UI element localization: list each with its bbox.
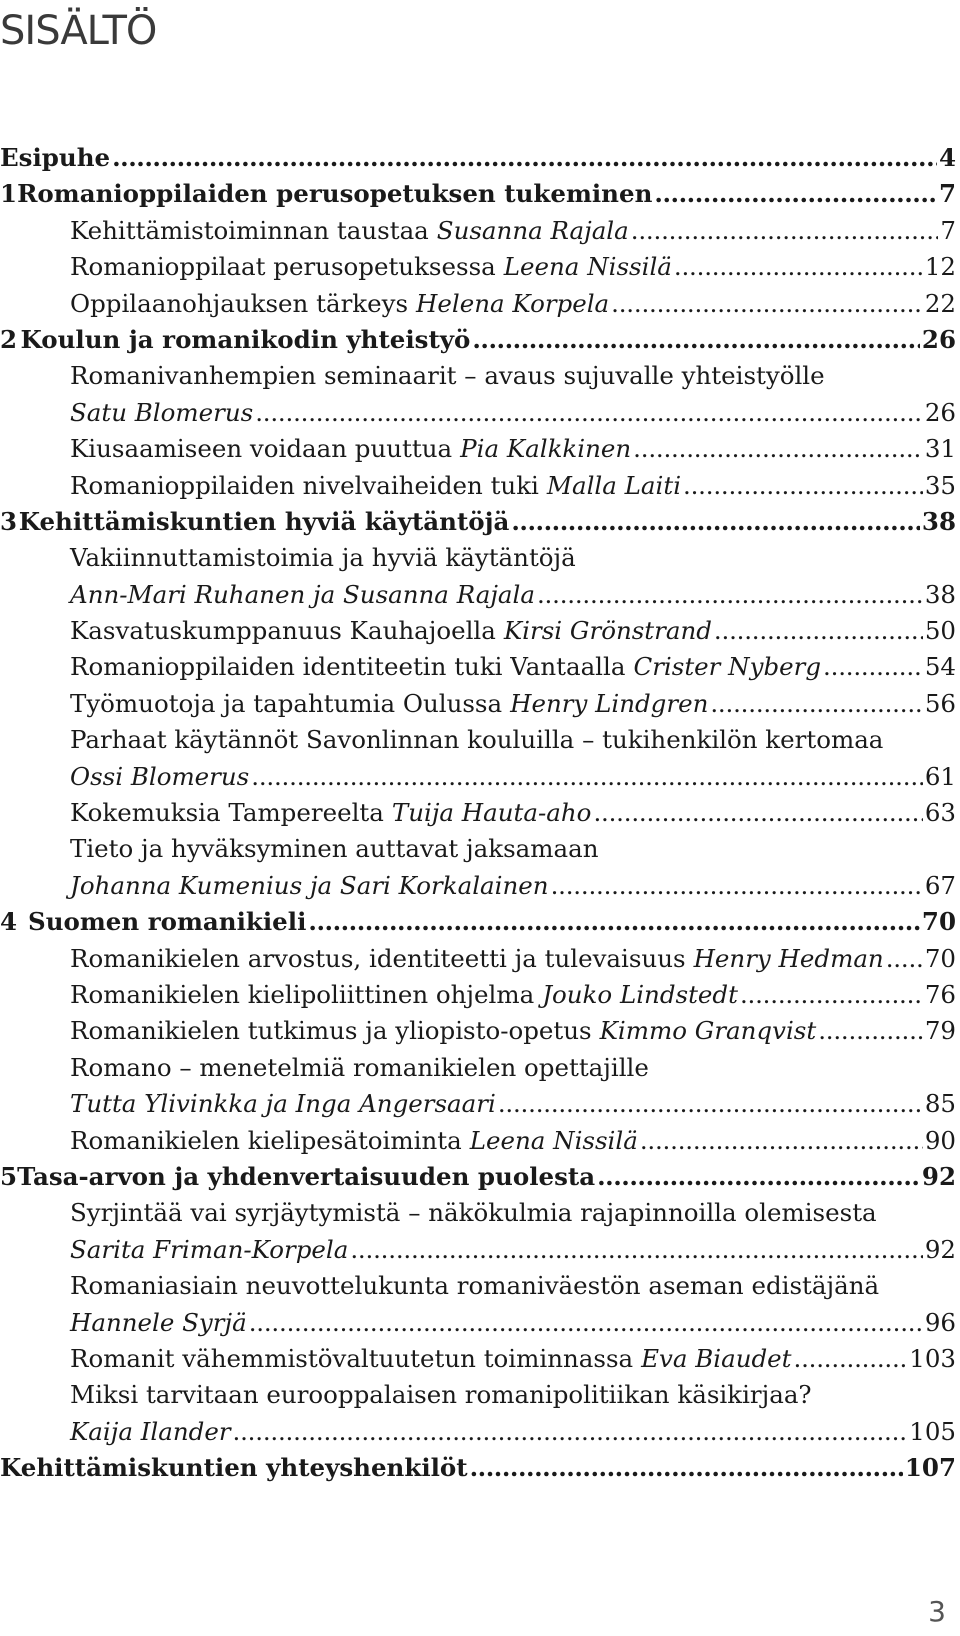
dot-leader: [683, 468, 923, 504]
entry-title: Oppilaanohjauksen tärkeys: [70, 288, 409, 318]
table-of-contents: [0, 140, 960, 1486]
entry-author: Leena Nissilä: [469, 1125, 638, 1155]
chapter-number: 4: [0, 907, 18, 937]
entry-page-number: 7: [940, 215, 956, 245]
dot-leader: [511, 504, 920, 540]
toc-chapter-row: [0, 176, 960, 212]
entry-page-number: 35: [924, 470, 956, 500]
entry-page-number: 26: [921, 324, 956, 354]
entry-page-number: 76: [924, 979, 956, 1009]
chapter-number: 5: [0, 1161, 18, 1191]
toc-chapter-row: [0, 904, 960, 940]
entry-page-number: 31: [924, 434, 956, 464]
entry-title: Romanioppilaat perusopetuksessa: [70, 252, 496, 282]
toc-entry-row: [0, 1268, 960, 1304]
dot-leader: [674, 249, 923, 285]
entry-page-number: 90: [924, 1125, 956, 1155]
entry-title: Romanioppilaiden perusopetuksen tukeminen: [17, 179, 653, 209]
toc-entry-row: [0, 468, 960, 504]
dot-leader: [794, 1341, 908, 1377]
dot-leader: [633, 431, 923, 467]
toc-entry-row: [0, 795, 960, 831]
toc-entry-row: [0, 1305, 960, 1341]
toc-entry-row: [0, 1341, 960, 1377]
entry-title: Miksi tarvitaan eurooppalaisen romanipolitiikan käsikirjaa?: [70, 1380, 812, 1410]
toc-entry-row: [0, 1377, 960, 1413]
entry-title: Romanikielen tutkimus ja yliopisto-opetus: [70, 1016, 592, 1046]
entry-author: Susanna Rajala: [436, 215, 629, 245]
dot-leader: [593, 795, 922, 831]
entry-page-number: 61: [924, 761, 956, 791]
toc-chapter-row: [0, 504, 960, 540]
toc-entry-row: [0, 1195, 960, 1231]
dot-leader: [654, 176, 937, 212]
entry-title: Kasvatuskumppanuus Kauhajoella: [70, 616, 496, 646]
entry-title: Kehittämistoiminnan taustaa: [70, 215, 429, 245]
dot-leader: [470, 1450, 903, 1486]
entry-page-number: 70: [921, 907, 956, 937]
chapter-number: 2: [0, 324, 18, 354]
toc-entry-row: [0, 395, 960, 431]
toc-main-row: [0, 140, 960, 176]
dot-leader: [710, 686, 922, 722]
entry-author: Henry Hedman: [693, 943, 884, 973]
entry-page-number: 4: [938, 143, 956, 172]
toc-entry-row: [0, 358, 960, 394]
dot-leader: [249, 1305, 923, 1341]
chapter-number: 1: [0, 179, 18, 209]
entry-title: Romanioppilaiden identiteetin tuki Vantaalla: [70, 652, 626, 682]
toc-entry-row: [0, 1232, 960, 1268]
dot-leader: [886, 941, 923, 977]
page-title: SISÄLTÖ: [0, 8, 157, 54]
toc-entry-row: [0, 613, 960, 649]
entry-author: Hannele Syrjä: [70, 1307, 247, 1337]
toc-entry-row: [0, 1123, 960, 1159]
toc-entry-row: [0, 1050, 960, 1086]
dot-leader: [551, 868, 923, 904]
entry-title: Tieto ja hyväksyminen auttavat jaksamaan: [70, 834, 599, 864]
entry-page-number: 12: [924, 252, 956, 282]
entry-author: Johanna Kumenius ja Sari Korkalainen: [70, 870, 549, 900]
entry-title: Parhaat käytännöt Savonlinnan kouluilla – tukihenkilön kertomaa: [70, 725, 884, 755]
entry-page-number: 92: [921, 1161, 956, 1191]
entry-page-number: 7: [938, 179, 956, 209]
toc-entry-row: [0, 1414, 960, 1450]
entry-title: Romanit vähemmistövaltuutetun toiminnassa: [70, 1343, 634, 1373]
entry-page-number: 105: [909, 1416, 956, 1446]
dot-leader: [251, 759, 923, 795]
dot-leader: [498, 1086, 923, 1122]
entry-page-number: 38: [921, 506, 956, 536]
entry-title: Romanivanhempien seminaarit – avaus sujuvalle yhteistyölle: [70, 361, 825, 391]
entry-title: Työmuotoja ja tapahtumia Oulussa: [70, 688, 503, 718]
toc-entry-row: [0, 577, 960, 613]
entry-title: Koulun ja romanikodin yhteistyö: [20, 324, 471, 354]
entry-title: Romano – menetelmiä romanikielen opettajille: [70, 1052, 649, 1082]
entry-author: Ann-Mari Ruhanen ja Susanna Rajala: [70, 579, 535, 609]
entry-page-number: 107: [904, 1453, 956, 1483]
entry-page-number: 96: [924, 1307, 956, 1337]
toc-chapter-row: [0, 322, 960, 358]
entry-title: Kokemuksia Tampereelta: [70, 798, 384, 828]
entry-title: Romanioppilaiden nivelvaiheiden tuki: [70, 470, 539, 500]
toc-entry-row: [0, 431, 960, 467]
dot-leader: [740, 977, 923, 1013]
entry-page-number: 56: [924, 688, 956, 718]
toc-entry-row: [0, 868, 960, 904]
entry-title: Romanikielen arvostus, identiteetti ja tulevaisuus: [70, 943, 686, 973]
dot-leader: [308, 904, 920, 940]
entry-title: Suomen romanikieli: [28, 907, 307, 937]
entry-author: Ossi Blomerus: [70, 761, 250, 791]
entry-author: Leena Nissilä: [503, 252, 672, 282]
dot-leader: [112, 140, 937, 176]
page-number: 3: [928, 1595, 946, 1628]
entry-page-number: 26: [924, 397, 956, 427]
entry-page-number: 79: [924, 1016, 956, 1046]
entry-author: Tuija Hauta-aho: [391, 798, 592, 828]
entry-title: Esipuhe: [0, 143, 111, 172]
entry-author: Kaija Ilander: [70, 1416, 231, 1446]
entry-author: Jouko Lindstedt: [542, 979, 738, 1009]
entry-author: Malla Laiti: [546, 470, 682, 500]
entry-title: Syrjintää vai syrjäytymistä – näkökulmia rajapinnoilla olemisesta: [70, 1198, 877, 1228]
entry-title: Vakiinnuttamistoimia ja hyviä käytäntöjä: [70, 543, 576, 573]
toc-entry-row: [0, 686, 960, 722]
entry-page-number: 54: [924, 652, 956, 682]
toc-entry-row: [0, 286, 960, 322]
dot-leader: [714, 613, 923, 649]
entry-author: Crister Nyberg: [633, 652, 822, 682]
dot-leader: [350, 1232, 922, 1268]
chapter-number: 3: [0, 506, 18, 536]
toc-entry-row: [0, 540, 960, 576]
toc-main-row: [0, 1450, 960, 1486]
entry-author: Kirsi Grönstrand: [503, 616, 712, 646]
entry-title: Tasa-arvon ja yhdenvertaisuuden puolesta: [17, 1161, 596, 1191]
dot-leader: [537, 577, 923, 613]
entry-title: Romanikielen kielipesätoiminta: [70, 1125, 462, 1155]
dot-leader: [631, 213, 939, 249]
dot-leader: [597, 1159, 920, 1195]
entry-page-number: 38: [924, 579, 956, 609]
entry-page-number: 85: [924, 1089, 956, 1119]
toc-entry-row: [0, 1086, 960, 1122]
dot-leader: [611, 286, 923, 322]
entry-author: Henry Lindgren: [510, 688, 709, 718]
toc-entry-row: [0, 722, 960, 758]
toc-entry-row: [0, 249, 960, 285]
entry-author: Helena Korpela: [416, 288, 610, 318]
entry-page-number: 92: [924, 1234, 956, 1264]
entry-author: Eva Biaudet: [641, 1343, 792, 1373]
entry-page-number: 50: [924, 616, 956, 646]
entry-author: Sarita Friman-Korpela: [70, 1234, 349, 1264]
entry-title: Kehittämiskuntien hyviä käytäntöjä: [18, 506, 510, 536]
dot-leader: [823, 649, 923, 685]
dot-leader: [818, 1013, 923, 1049]
dot-leader: [640, 1123, 923, 1159]
entry-page-number: 67: [924, 870, 956, 900]
entry-title: Kiusaamiseen voidaan puuttua: [70, 434, 453, 464]
toc-entry-row: [0, 941, 960, 977]
entry-author: Kimmo Granqvist: [599, 1016, 817, 1046]
toc-entry-row: [0, 759, 960, 795]
entry-title: Romanikielen kielipoliittinen ohjelma: [70, 979, 535, 1009]
toc-entry-row: [0, 831, 960, 867]
dot-leader: [233, 1414, 908, 1450]
dot-leader: [255, 395, 923, 431]
entry-author: Pia Kalkkinen: [460, 434, 632, 464]
toc-entry-row: [0, 649, 960, 685]
entry-author: Satu Blomerus: [70, 397, 254, 427]
toc-entry-row: [0, 213, 960, 249]
toc-entry-row: [0, 977, 960, 1013]
entry-page-number: 103: [909, 1343, 956, 1373]
toc-entry-row: [0, 1013, 960, 1049]
entry-title: Romaniasiain neuvottelukunta romaniväestön aseman edistäjänä: [70, 1271, 880, 1301]
entry-page-number: 70: [924, 943, 956, 973]
entry-page-number: 22: [924, 288, 956, 318]
entry-page-number: 63: [924, 798, 956, 828]
entry-author: Tutta Ylivinkka ja Inga Angersaari: [70, 1089, 496, 1119]
dot-leader: [472, 322, 920, 358]
entry-title: Kehittämiskuntien yhteyshenkilöt: [0, 1453, 468, 1483]
toc-chapter-row: [0, 1159, 960, 1195]
